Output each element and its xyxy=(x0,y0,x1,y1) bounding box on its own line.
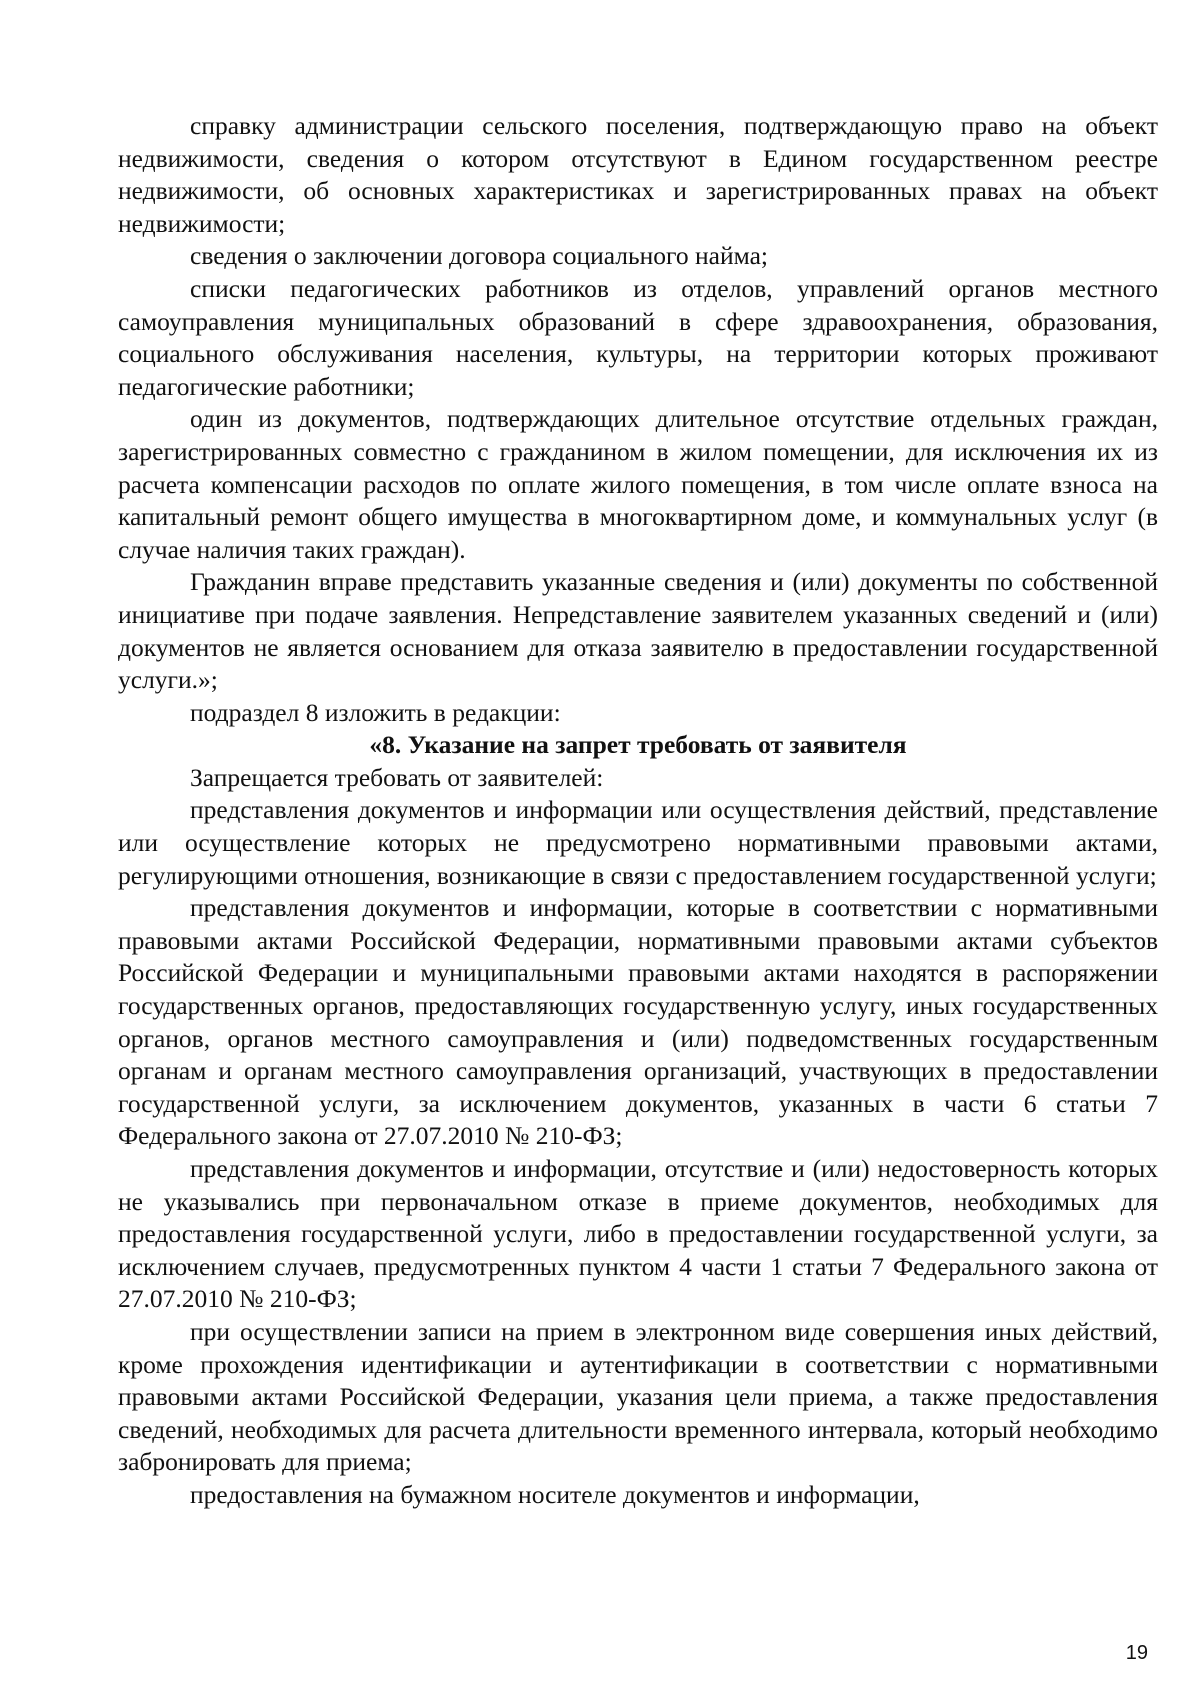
section-heading: «8. Указание на запрет требовать от заявителя xyxy=(369,730,907,760)
paragraph: подраздел 8 изложить в редакции: xyxy=(190,697,561,727)
paragraph: списки педагогических работников из отделов, управлений органов местного самоуправления муниципальных образований в сфере здравоохранения, образования, социального обслуживания населения, культуры, на территории которых проживают педагогические работники; xyxy=(118,273,1158,401)
page-number: 19 xyxy=(1125,1642,1148,1664)
paragraph: Запрещается требовать от заявителей: xyxy=(190,762,604,792)
paragraph: предоставления на бумажном носителе документов и информации, xyxy=(190,1479,920,1509)
paragraph: представления документов и информации, которые в соответствии с нормативными правовыми актами Российской Федерации, нормативными правовыми актами субъектов Российской Федерации и муниципальными правовыми актами находятся в распоряжении государственных органов, предоставляющих государственную услугу, иных государственных органов, органов местного самоуправления и (или) подведомственных государственным органам и органам местного самоуправления организаций, участвующих в предоставлении государственной услуги, за исключением документов, указанных в части 6 статьи 7 Федерального закона от 27.07.2010 № 210-ФЗ; xyxy=(118,893,1158,1151)
paragraph: представления документов и информации или осуществления действий, представление или осуществление которых не предусмотрено нормативными правовыми актами, регулирующими отношения, возникающие в связи с предоставлением государственной услуги; xyxy=(118,795,1158,890)
paragraph: Гражданин вправе представить указанные сведения и (или) документы по собственной инициативе при подаче заявления. Непредставление заявителем указанных сведений и (или) документов не является основанием для отказа заявителю в предоставлении государственной услуги.»; xyxy=(118,567,1158,695)
paragraph: сведения о заключении договора социального найма; xyxy=(190,241,768,271)
paragraph: представления документов и информации, отсутствие и (или) недостоверность которых не указывались при первоначальном отказе в приеме документов, необходимых для предоставления государственной услуги, либо в предоставлении государственной услуги, за исключением случаев, предусмотренных пунктом 4 части 1 статьи 7 Федерального закона от 27.07.2010 № 210-ФЗ; xyxy=(118,1154,1158,1314)
document-page xyxy=(118,110,1158,1512)
paragraph: справку администрации сельского поселения, подтверждающую право на объект недвижимости, сведения о котором отсутствуют в Едином государственном реестре недвижимости, об основных характеристиках и зарегистрированных правах на объект недвижимости; xyxy=(118,111,1158,238)
paragraph: при осуществлении записи на прием в электронном виде совершения иных действий, кроме прохождения идентификации и аутентификации в соответствии с нормативными правовыми актами Российской Федерации, указания цели приема, а также предоставления сведений, необходимых для расчета длительности временного интервала, который необходимо забронировать для приема; xyxy=(118,1316,1158,1477)
paragraph: один из документов, подтверждающих длительное отсутствие отдельных граждан, зарегистрированных совместно с гражданином в жилом помещении, для исключения их из расчета компенсации расходов по оплате жилого помещения, в том числе оплате взноса на капитальный ремонт общего имущества в многоквартирном доме, и коммунальных услуг (в случае наличия таких граждан). xyxy=(118,404,1158,564)
